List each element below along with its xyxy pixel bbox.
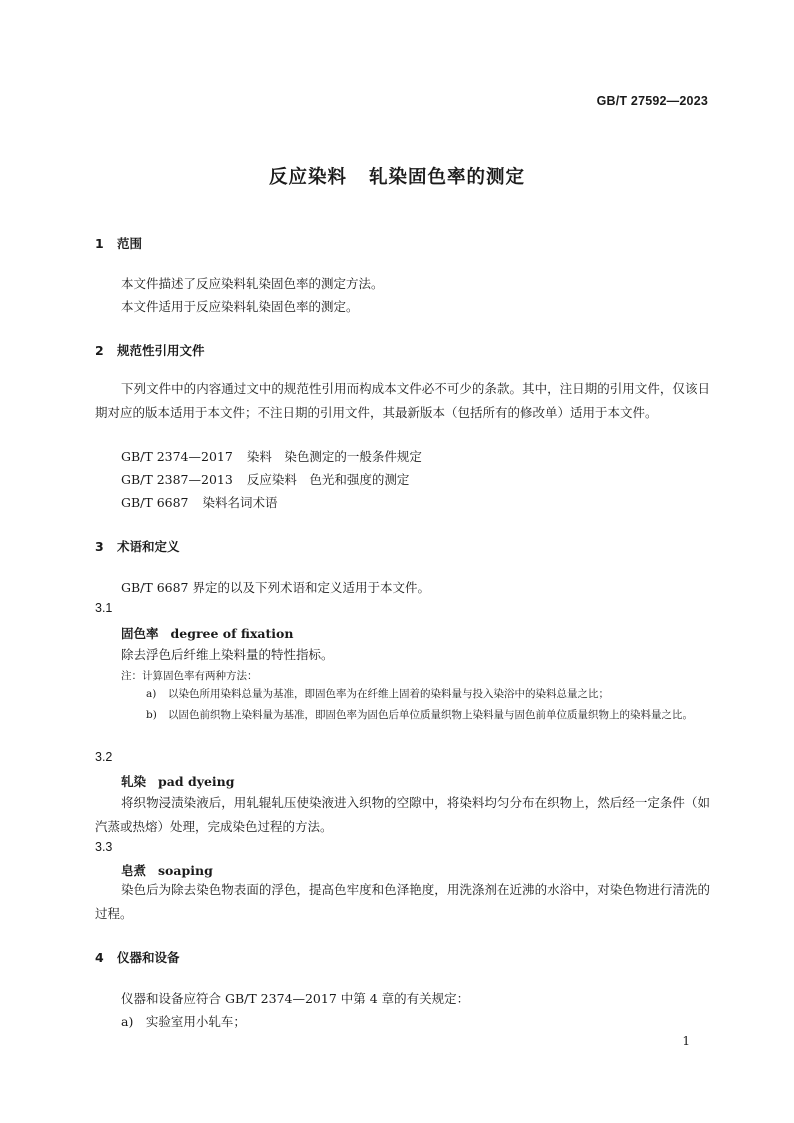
reference-title: 反应染料 色光和强度的测定 <box>246 472 410 487</box>
section-title: 术语和定义 <box>117 539 180 554</box>
reference-code: GB/T 2374—2017 <box>121 449 233 464</box>
section-title: 仪器和设备 <box>117 950 180 965</box>
scope-paragraph-2: 本文件适用于反应染料轧染固色率的测定。 <box>121 299 359 314</box>
term-zh: 固色率 <box>121 626 159 641</box>
standard-number: GB/T 27592—2023 <box>596 94 708 108</box>
section-number: 3 <box>95 539 104 554</box>
term-number: 3.2 <box>95 750 113 764</box>
term-number: 3.3 <box>95 840 113 854</box>
reference-code: GB/T 6687 <box>121 495 189 510</box>
title-part2: 轧染固色率的测定 <box>369 167 526 188</box>
term-heading <box>121 772 234 790</box>
title-part1: 反应染料 <box>268 167 347 188</box>
reference-item <box>121 447 422 465</box>
reference-title: 染料 染色测定的一般条件规定 <box>246 449 422 464</box>
section-title: 范围 <box>117 236 143 251</box>
document-title <box>0 163 794 189</box>
note-item-label: b) <box>146 709 157 721</box>
reference-code: GB/T 2387—2013 <box>121 472 233 487</box>
page-number: 1 <box>682 1034 690 1048</box>
section-4-heading <box>95 948 180 966</box>
section-2-heading <box>95 341 205 359</box>
term-zh: 皂煮 <box>121 863 147 878</box>
section-number: 1 <box>95 236 104 251</box>
term-en: degree of fixation <box>170 626 294 641</box>
terms-intro: GB/T 6687 界定的以及下列术语和定义适用于本文件。 <box>121 580 430 595</box>
term-en: pad dyeing <box>158 774 235 789</box>
section-title: 规范性引用文件 <box>117 343 205 358</box>
term-number: 3.1 <box>95 601 113 615</box>
note-item-label: a) <box>146 688 157 700</box>
reference-title: 染料名词术语 <box>202 495 278 510</box>
equipment-item-a: a) 实验室用小轧车； <box>121 1014 246 1029</box>
section-1-heading <box>95 234 142 252</box>
term-heading <box>121 624 293 642</box>
reference-item <box>121 470 409 488</box>
term-note: 注：计算固色率有两种方法： <box>121 670 258 682</box>
equipment-intro: 仪器和设备应符合 GB/T 2374—2017 中第 4 章的有关规定： <box>121 991 470 1006</box>
term-definition: 染色后为除去染色物表面的浮色，提高色牢度和色泽艳度，用洗涤剂在近沸的水浴中，对染色物进行清洗的过程。 <box>95 882 710 921</box>
term-en: soaping <box>158 863 213 878</box>
term-definition: 将织物浸渍染液后，用轧辊轧压使染液进入织物的空隙中，将染料均匀分布在织物上，然后经一定条件（如汽蒸或热熔）处理，完成染色过程的方法。 <box>95 795 710 834</box>
references-intro: 下列文件中的内容通过文中的规范性引用而构成本文件必不可少的条款。其中，注日期的引用文件，仅该日期对应的版本适用于本文件；不注日期的引用文件，其最新版本（包括所有的修改单）适用于本文件。 <box>95 381 710 420</box>
section-number: 4 <box>95 950 104 965</box>
scope-paragraph-1: 本文件描述了反应染料轧染固色率的测定方法。 <box>121 276 384 291</box>
reference-item <box>121 493 278 511</box>
note-item <box>146 705 714 726</box>
term-heading <box>121 861 213 879</box>
note-item-text: 以固色前织物上染料量为基准，即固色率为固色后单位质量织物上染料量与固色前单位质量织物上的染料量之比。 <box>168 709 693 721</box>
note-item <box>146 684 714 705</box>
note-item-text: 以染色所用染料总量为基准，即固色率为在纤维上固着的染料量与投入染浴中的染料总量之比； <box>168 688 609 700</box>
section-3-heading <box>95 537 180 555</box>
term-definition: 除去浮色后纤维上染料量的特性指标。 <box>121 647 334 662</box>
section-number: 2 <box>95 343 104 358</box>
term-zh: 轧染 <box>121 774 147 789</box>
